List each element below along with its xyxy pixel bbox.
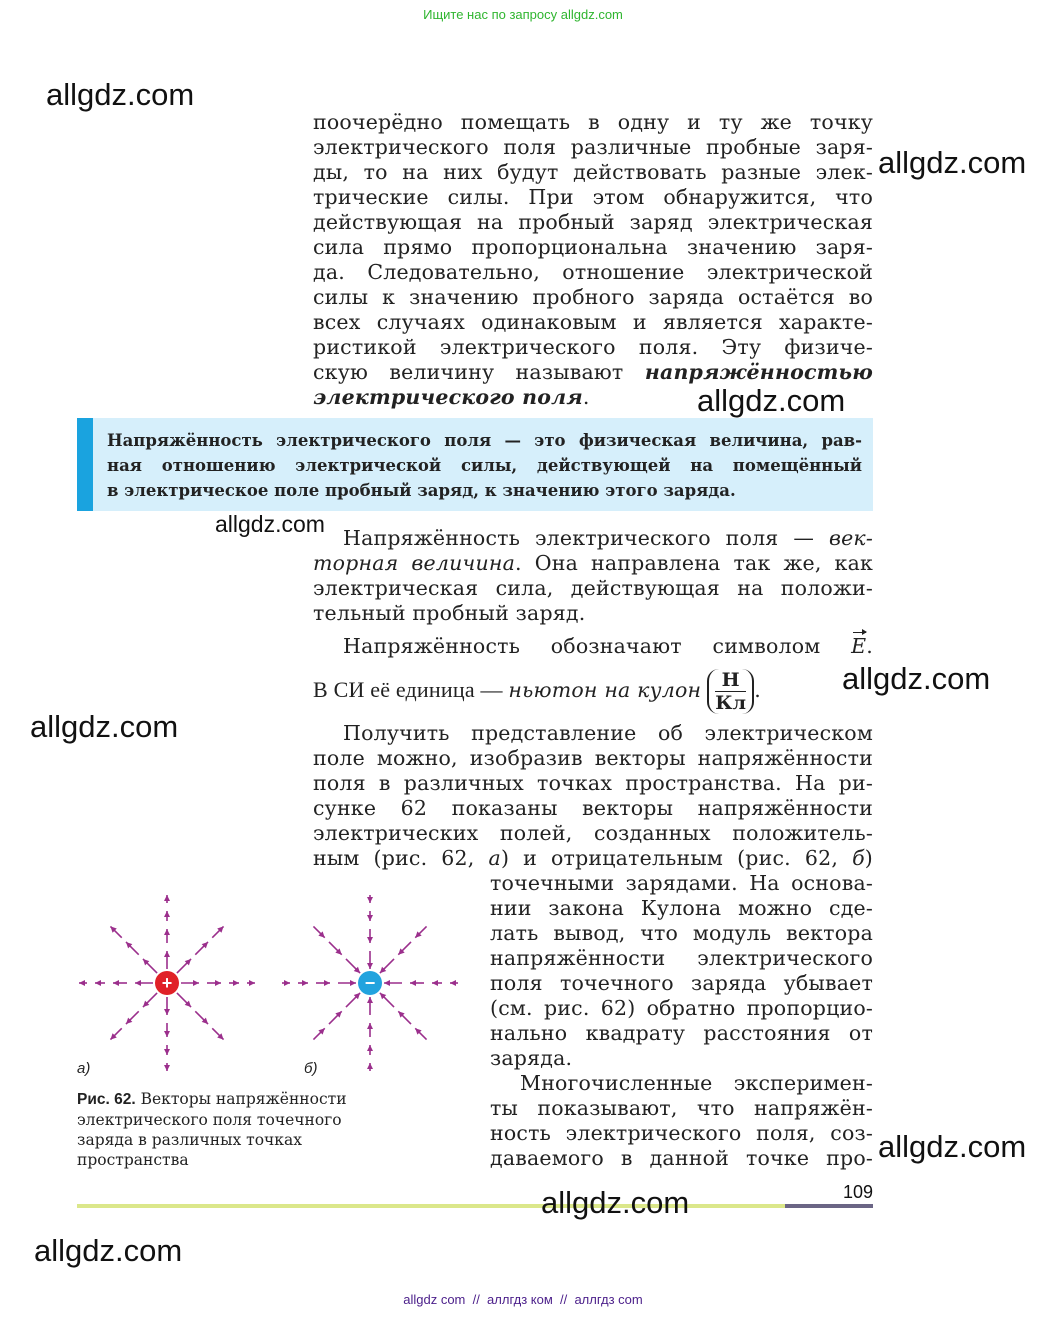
numerator: Н	[715, 669, 746, 692]
field-vector-arrow	[346, 959, 360, 973]
watermark: allgdz.com	[697, 383, 846, 418]
text: да. Следовательно, отношение электрической	[313, 260, 873, 284]
text: .	[754, 678, 762, 702]
caption-text: электрического поля точечного	[77, 1111, 342, 1129]
text: электрического поля различные пробные заря-	[313, 135, 873, 159]
field-vector-arrow	[329, 1011, 342, 1024]
text: Многочисленные эксперимен-	[520, 1071, 873, 1095]
denominator: Кл	[715, 692, 747, 714]
field-vector-arrow	[367, 911, 373, 921]
text-line	[313, 576, 873, 601]
definition-line: Напряжённость электрического поля — это физическая величина, рав-	[107, 431, 862, 450]
text-line	[313, 526, 873, 551]
emphasized-text: а	[488, 846, 501, 870]
text-line	[313, 160, 873, 185]
text: напряжённости электрического	[490, 946, 873, 970]
text: даваемого в данной точке про-	[490, 1146, 873, 1170]
definition-line: в электрическое поле пробный заряд, к значению этого заряда.	[107, 481, 736, 500]
text: нально квадрату расстояния от	[490, 1021, 873, 1045]
text: ) и отрицательным (рис. 62,	[500, 846, 853, 870]
text: ным (рис. 62,	[313, 846, 489, 870]
text: ты показывают, что напряжён-	[490, 1096, 873, 1120]
figure-label-b: б)	[304, 1060, 318, 1077]
field-vector-arrow	[367, 1063, 373, 1071]
text-line	[313, 771, 873, 796]
field-vector-arrow	[110, 926, 121, 937]
field-vector-arrow	[95, 980, 105, 986]
field-vector-arrow	[398, 1011, 411, 1024]
definition-accent-bar	[77, 418, 93, 511]
field-vector-arrow	[164, 997, 170, 1015]
minus-sign: −	[364, 973, 376, 993]
field-vector-arrow	[164, 895, 170, 903]
text-line	[313, 285, 873, 310]
footer-links[interactable]: allgdz com // аллгдз ком // аллгдз com	[403, 1292, 643, 1307]
text: электрических полей, созданных положитель-	[313, 821, 873, 845]
page-number: 109	[842, 1182, 873, 1202]
text: поля в различных точках пространства. На ри-	[313, 771, 873, 795]
text-line	[490, 1096, 873, 1121]
emphasized-text: напряжённостью	[644, 360, 873, 384]
field-vector-arrow	[415, 926, 426, 937]
caption-title: Рис. 62.	[77, 1091, 136, 1108]
emphasized-text: электрического поля	[313, 385, 583, 409]
text-line	[313, 260, 873, 285]
text-line	[313, 721, 873, 746]
field-vector-arrow	[113, 980, 127, 986]
text: электрическая сила, действующая на положи-	[313, 576, 873, 600]
definition-line: ная отношению электрической силы, действующей на помещённый	[107, 456, 862, 475]
text-line	[313, 210, 873, 235]
text: скую величину называют	[313, 360, 645, 384]
text-line	[313, 135, 873, 160]
text: точечными зарядами. На основа-	[490, 871, 873, 895]
text: силы к значению пробного заряда остаётся во	[313, 285, 873, 309]
field-vector-arrow	[313, 926, 324, 937]
field-vector-arrow	[398, 942, 411, 955]
watermark: allgdz.com	[878, 145, 1027, 180]
field-vector-arrow	[298, 980, 308, 986]
field-vector-arrow	[110, 1028, 121, 1039]
watermark: allgdz.com	[30, 709, 179, 744]
text-line	[490, 896, 873, 921]
paragraph-1	[313, 110, 873, 410]
text-line	[490, 1021, 873, 1046]
emphasized-text: торная величина	[313, 551, 515, 575]
text: ность электрического поля, соз-	[490, 1121, 873, 1145]
field-vector-arrow	[338, 980, 356, 986]
search-banner[interactable]: Ищите нас по запросу allgdz.com	[423, 7, 623, 22]
field-vector-arrow	[380, 993, 394, 1007]
field-vector-arrow	[195, 942, 208, 955]
field-vector-arrow	[346, 993, 360, 1007]
definition-text	[107, 428, 862, 503]
field-vector-arrow	[247, 980, 255, 986]
text: Напряжённость электрического поля —	[343, 526, 829, 550]
field-vector-arrow	[212, 926, 223, 937]
text: поле можно, изобразив векторы напряжённости	[313, 746, 873, 770]
field-vector-arrow	[367, 895, 373, 903]
field-vector-arrow	[195, 1011, 208, 1024]
text: поочерёдно помещать в одну и ту же точку	[313, 110, 873, 134]
text: тельный пробный заряд.	[313, 601, 586, 625]
text: Получить представление об электрическом	[343, 721, 873, 745]
text: нии закона Кулона можно сде-	[490, 896, 873, 920]
field-vector-arrow	[415, 1028, 426, 1039]
figure-caption	[77, 1089, 397, 1170]
field-vector-arrow	[164, 951, 170, 969]
si-unit-line	[313, 664, 873, 716]
field-vector-arrow	[450, 980, 458, 986]
text: .	[582, 385, 590, 409]
caption-text: пространства	[77, 1151, 189, 1169]
field-vector-arrow	[380, 959, 394, 973]
text-line	[313, 110, 873, 135]
watermark: allgdz.com	[215, 511, 325, 537]
caption-text: заряда в различных точках	[77, 1131, 302, 1149]
paragraph-4-continued	[490, 871, 873, 1071]
text: сунке 62 показаны векторы напряжённости	[313, 796, 873, 820]
text-line	[313, 551, 873, 576]
text-line	[313, 185, 873, 210]
field-vector-arrow	[126, 1011, 139, 1024]
text-line	[490, 921, 873, 946]
field-vector-arrow	[329, 942, 342, 955]
text: . Она направлена так же, как	[515, 551, 873, 575]
paragraph-5	[490, 1071, 873, 1171]
field-vector-arrow	[164, 911, 170, 921]
field-vector-arrow	[367, 997, 373, 1015]
text-line	[490, 1046, 873, 1071]
vector-e-symbol: E	[851, 634, 867, 658]
text-line	[490, 1146, 873, 1171]
watermark: allgdz.com	[46, 77, 195, 112]
field-vector-arrow	[432, 980, 442, 986]
emphasized-text: век-	[828, 526, 873, 550]
paragraph-2	[313, 526, 873, 626]
text-line	[490, 871, 873, 896]
text-line	[313, 821, 873, 846]
text: лать вывод, что модуль вектора	[490, 921, 873, 945]
text: трические силы. При этом обнаружится, что	[313, 185, 873, 209]
text: (см. рис. 62) обратно пропорцио-	[490, 996, 873, 1020]
text-line	[313, 746, 873, 771]
watermark: allgdz.com	[541, 1185, 690, 1220]
text: заряда.	[490, 1046, 573, 1070]
text-line	[313, 310, 873, 335]
field-vector-arrow	[384, 980, 402, 986]
field-vector-arrow	[143, 993, 157, 1007]
text-line	[313, 235, 873, 260]
field-vector-arrow	[313, 1028, 324, 1039]
paragraph-3	[313, 634, 873, 659]
field-vector-arrow	[367, 929, 373, 943]
paragraph-4	[313, 721, 873, 871]
unit-name: ньютон на кулон	[508, 678, 702, 702]
text: сила прямо пропорциональна значению заря-	[313, 235, 873, 259]
field-vector-arrow	[229, 980, 239, 986]
text: .	[866, 634, 873, 658]
plus-sign: +	[161, 973, 173, 993]
text-line	[490, 1071, 873, 1096]
text-line	[490, 946, 873, 971]
text: всех случаях одинаковым и является характе-	[313, 310, 873, 334]
text: )	[864, 846, 873, 870]
field-vector-arrow	[177, 993, 191, 1007]
text-line	[313, 846, 873, 871]
field-vector-arrow	[79, 980, 87, 986]
field-vector-arrow	[367, 951, 373, 969]
emphasized-text: б	[852, 846, 865, 870]
text: ристикой электрического поля. Эту физиче-	[313, 335, 873, 359]
field-vector-arrow	[212, 1028, 223, 1039]
symbol-line	[313, 634, 873, 659]
caption-text: Векторы напряжённости	[135, 1090, 347, 1108]
field-vector-arrow	[135, 980, 153, 986]
text: В СИ её единица —	[313, 677, 509, 702]
field-vector-arrow	[367, 1045, 373, 1055]
field-vector-arrow	[143, 959, 157, 973]
text: поля точечного заряда убывает	[490, 971, 873, 995]
field-vector-arrow	[164, 929, 170, 943]
text-line	[313, 360, 873, 385]
field-vector-arrow	[181, 980, 199, 986]
text: Напряжённость обозначают символом	[343, 634, 852, 658]
text-line	[313, 601, 873, 626]
field-vector-arrow	[282, 980, 290, 986]
text-line	[313, 796, 873, 821]
text-line	[490, 971, 873, 996]
watermark: allgdz.com	[878, 1129, 1027, 1164]
field-vector-arrow	[164, 1045, 170, 1055]
unit-fraction	[707, 669, 754, 714]
field-vector-arrow	[410, 980, 424, 986]
text-line	[490, 996, 873, 1021]
field-vector-arrow	[207, 980, 221, 986]
watermark: allgdz.com	[842, 661, 991, 696]
text: действующая на пробный заряд электрическая	[313, 210, 873, 234]
field-vector-arrow	[177, 959, 191, 973]
figure-label-a: а)	[77, 1060, 91, 1077]
field-vector-arrow	[126, 942, 139, 955]
text: ды, то на них будут действовать разные элек-	[313, 160, 873, 184]
text-line	[313, 335, 873, 360]
definition-box	[77, 418, 873, 511]
footer-rule-purple	[785, 1204, 873, 1208]
field-vector-arrow	[164, 1063, 170, 1071]
text-line	[490, 1121, 873, 1146]
watermark: allgdz.com	[34, 1233, 183, 1268]
field-vector-arrow	[367, 1023, 373, 1037]
field-vector-arrow	[164, 1023, 170, 1037]
field-vector-arrow	[316, 980, 330, 986]
figure-62-field-vectors	[70, 880, 470, 1080]
